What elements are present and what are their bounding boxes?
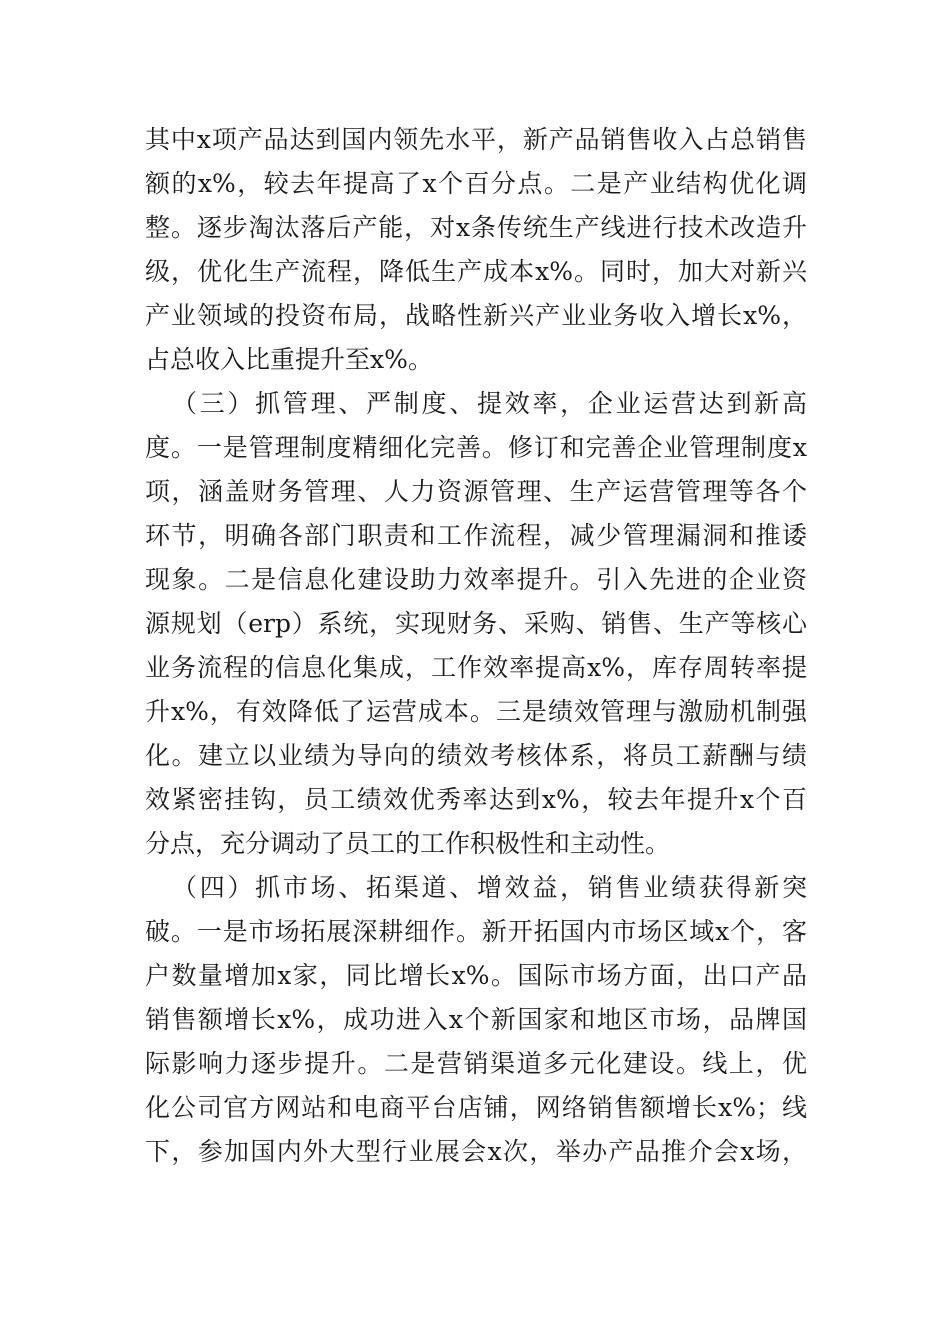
text-line: 际影响力逐步提升。二是营销渠道多元化建设。线上，优 xyxy=(145,1049,807,1078)
text-line: 销售额增长x%，成功进入x个新国家和地区市场，品牌国 xyxy=(145,1005,807,1034)
text-line: 升x%，有效降低了运营成本。三是绩效管理与激励机制强 xyxy=(145,697,807,726)
text-line: 其中x项产品达到国内领先水平，新产品销售收入占总销售 xyxy=(145,125,807,154)
text-line: 源规划（erp）系统，实现财务、采购、销售、生产等核心 xyxy=(145,609,807,638)
text-line: （三）抓管理、严制度、提效率，企业运营达到新高 xyxy=(172,389,807,418)
text-line: 项，涵盖财务管理、人力资源管理、生产运营管理等各个 xyxy=(145,477,807,506)
text-line: 环节，明确各部门职责和工作流程，减少管理漏洞和推诿 xyxy=(145,521,807,550)
text-line: 化公司官方网站和电商平台店铺，网络销售额增长x%；线 xyxy=(145,1093,807,1122)
text-line: 下，参加国内外大型行业展会x次，举办产品推介会x场， xyxy=(145,1137,807,1166)
text-line: 占总收入比重提升至x%。 xyxy=(145,345,433,374)
text-line: 产业领域的投资布局，战略性新兴产业业务收入增长x%， xyxy=(145,301,807,330)
text-line: 业务流程的信息化集成，工作效率提高x%，库存周转率提 xyxy=(145,653,807,682)
text-line: 级，优化生产流程，降低生产成本x%。同时，加大对新兴 xyxy=(145,257,807,286)
text-line: （四）抓市场、拓渠道、增效益，销售业绩获得新突 xyxy=(172,873,807,902)
text-line: 分点，充分调动了员工的工作积极性和主动性。 xyxy=(145,829,671,858)
text-line: 额的x%，较去年提高了x个百分点。二是产业结构优化调 xyxy=(145,169,807,198)
text-line: 效紧密挂钩，员工绩效优秀率达到x%，较去年提升x个百 xyxy=(145,785,807,814)
text-line: 化。建立以业绩为导向的绩效考核体系，将员工薪酬与绩 xyxy=(145,741,807,770)
text-line: 整。逐步淘汰落后产能，对x条传统生产线进行技术改造升 xyxy=(145,213,807,242)
text-line: 户数量增加x家，同比增长x%。国际市场方面，出口产品 xyxy=(145,961,807,990)
text-line: 破。一是市场拓展深耕细作。新开拓国内市场区域x个，客 xyxy=(145,917,807,946)
text-line: 度。一是管理制度精细化完善。修订和完善企业管理制度x xyxy=(145,433,807,462)
text-line: 现象。二是信息化建设助力效率提升。引入先进的企业资 xyxy=(145,565,807,594)
